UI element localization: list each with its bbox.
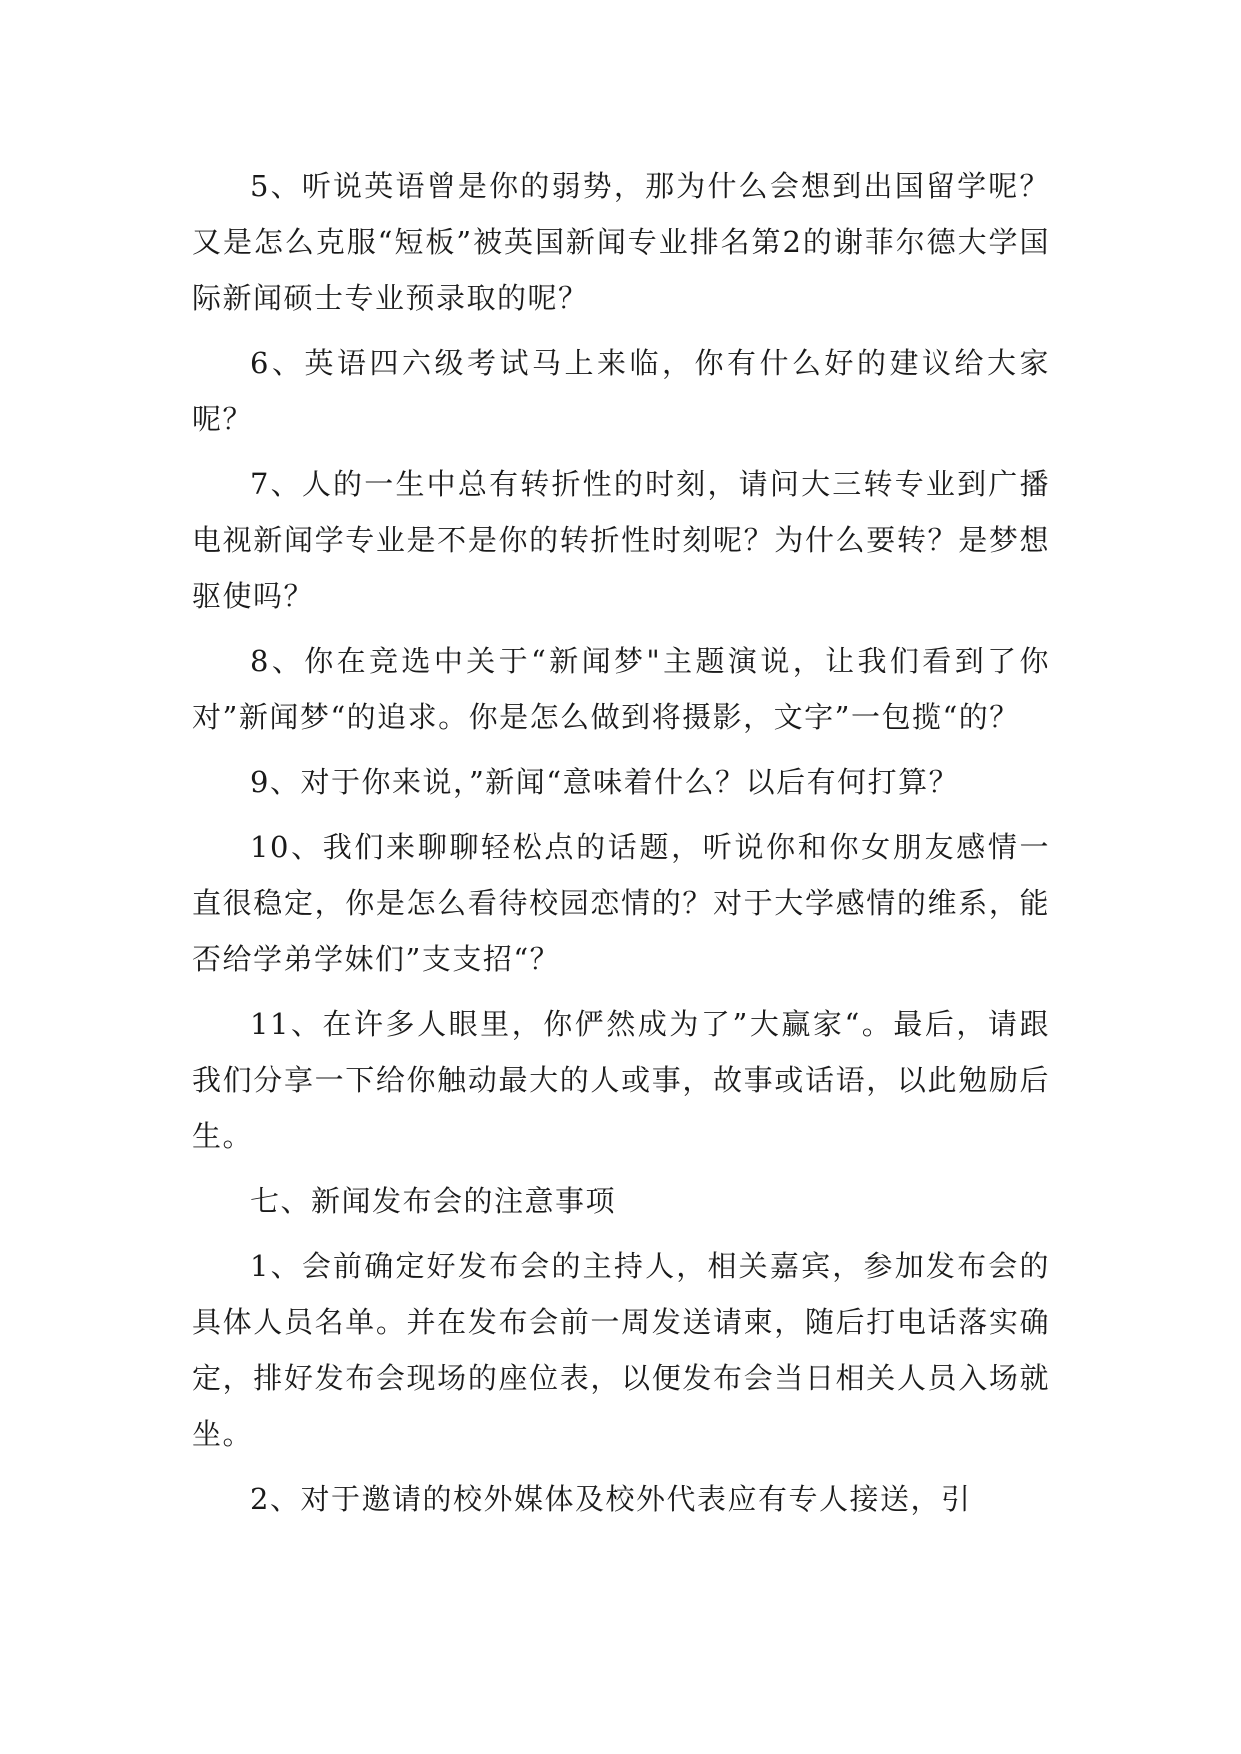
paragraph-question-7: 7、人的一生中总有转折性的时刻，请问大三转专业到广播电视新闻学专业是不是你的转折性时刻呢？为什么要转？是梦想驱使吗？ — [192, 467, 1050, 613]
paragraph-question-8: 8、你在竞选中关于“新闻梦"主题演说，让我们看到了你对”新闻梦“的追求。你是怎么做到将摄影，文字”一包揽“的？ — [192, 644, 1050, 734]
paragraph-note-2: 2、对于邀请的校外媒体及校外代表应有专人接送，引 — [250, 1482, 972, 1516]
paragraph-note-1: 1、会前确定好发布会的主持人，相关嘉宾，参加发布会的具体人员名单。并在发布会前一周发送请柬，随后打电话落实确定，排好发布会现场的座位表，以便发布会当日相关人员入场就坐。 — [192, 1249, 1050, 1451]
paragraph-question-10: 10、我们来聊聊轻松点的话题，听说你和你女朋友感情一直很稳定，你是怎么看待校园恋情的？对于大学感情的维系，能否给学弟学妹们”支支招“？ — [192, 830, 1050, 976]
document-page — [192, 158, 1050, 1536]
paragraph-question-9: 9、对于你来说，”新闻“意味着什么？以后有何打算？ — [250, 765, 960, 799]
paragraph-question-6: 6、英语四六级考试马上来临，你有什么好的建议给大家呢？ — [192, 346, 1050, 436]
paragraph-question-5: 5、听说英语曾是你的弱势，那为什么会想到出国留学呢？又是怎么克服“短板”被英国新闻专业排名第2的谢菲尔德大学国际新闻硕士专业预录取的呢？ — [192, 169, 1050, 315]
section-heading: 七、新闻发布会的注意事项 — [250, 1184, 617, 1218]
paragraph-question-11: 11、在许多人眼里，你俨然成为了”大赢家“。最后，请跟我们分享一下给你触动最大的人或事，故事或话语，以此勉励后生。 — [192, 1007, 1050, 1153]
